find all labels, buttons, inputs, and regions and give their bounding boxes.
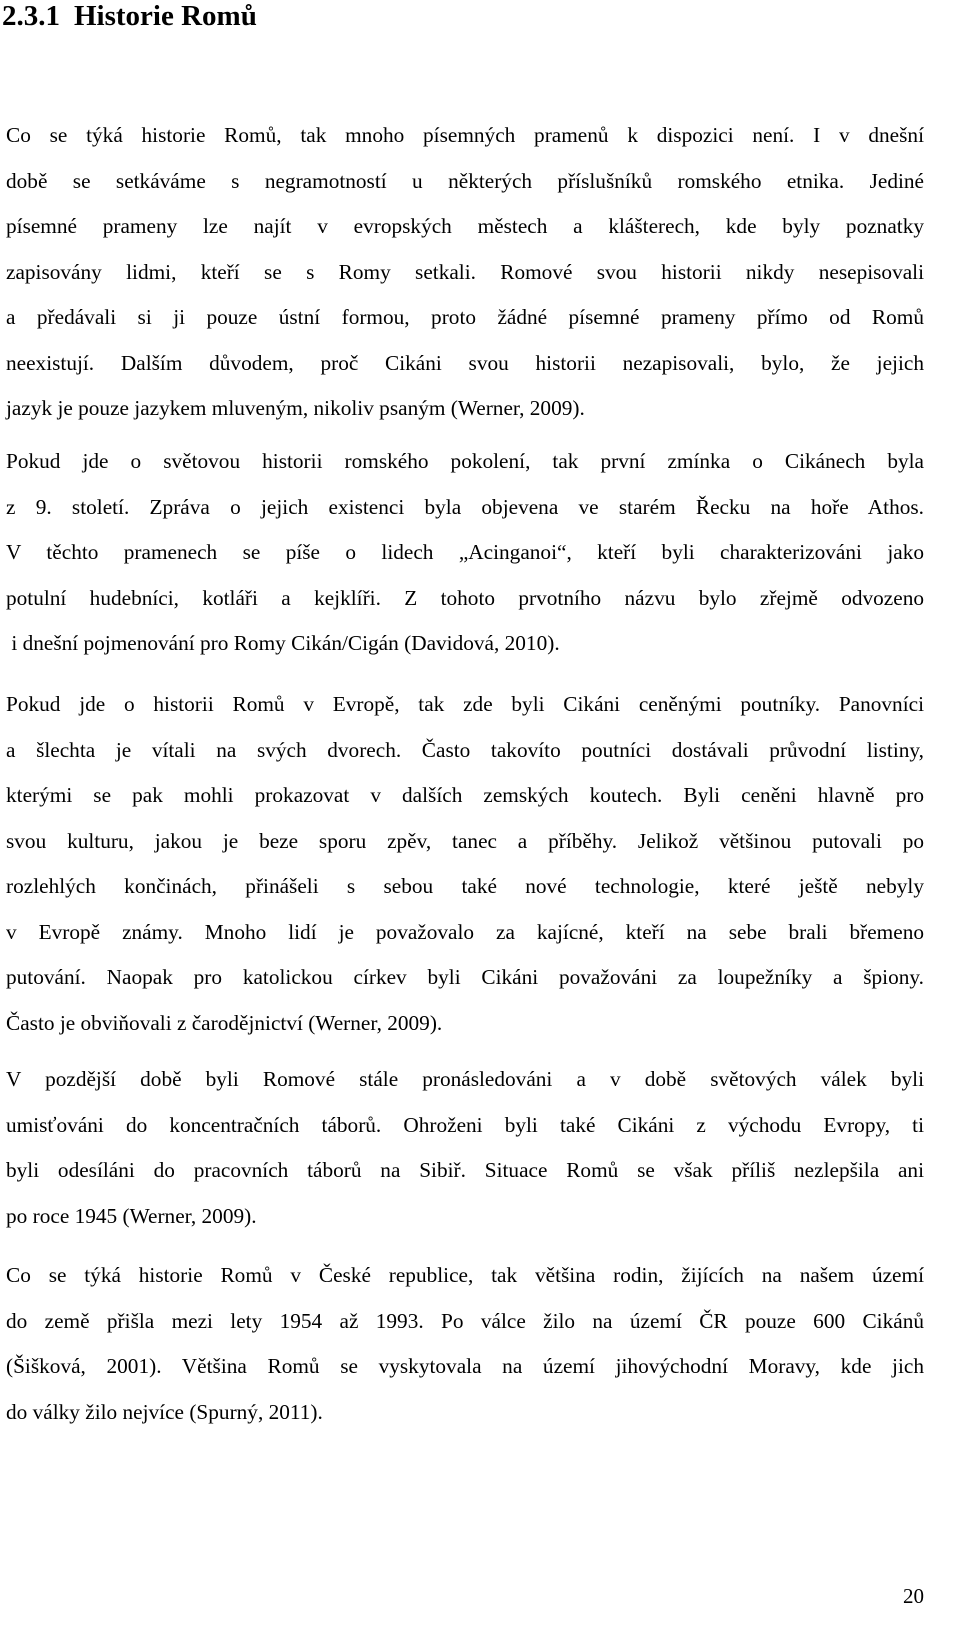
- paragraph-line: V těchto pramenech se píše o lidech „Acinganoi“, kteří byli charakterizováni jako: [6, 540, 924, 564]
- paragraph-line: a předávali si ji pouze ústní formou, proto žádné písemné prameny přímo od Romů: [6, 305, 924, 329]
- page-number: 20: [903, 1584, 924, 1608]
- paragraph-1: [6, 113, 924, 432]
- section-title: Historie Romů: [74, 0, 257, 32]
- paragraph-line: po roce 1945 (Werner, 2009).: [6, 1203, 257, 1228]
- paragraph-line: potulní hudebníci, kotláři a kejklíři. Z tohoto prvotního názvu bylo zřejmě odvozeno: [6, 585, 924, 610]
- paragraph-line: do země přišla mezi lety 1954 až 1993. Po válce žilo na území ČR pouze 600 Cikánů: [6, 1308, 924, 1333]
- paragraph-line: putování. Naopak pro katolickou církev byli Cikáni považováni za loupežníky a špiony.: [6, 965, 924, 989]
- paragraph-line: zapisovány lidmi, kteří se s Romy setkali. Romové svou historii nikdy nesepisovali: [6, 259, 924, 284]
- paragraph-line: rozlehlých končinách, přinášeli s sebou také nové technologie, které ještě nebyly: [6, 874, 924, 898]
- paragraph-line: a šlechta je vítali na svých dvorech. Často takovíto poutníci dostávali průvodní listiny,: [6, 737, 924, 762]
- paragraph-line: V pozdější době byli Romové stále pronásledováni a v době světových válek byli: [6, 1067, 924, 1091]
- paragraph-line: z 9. století. Zpráva o jejich existenci byla objevena ve starém Řecku na hoře Athos.: [6, 494, 924, 519]
- paragraph-line: neexistují. Dalším důvodem, proč Cikáni svou historii nezapisovali, bylo, že jejich: [6, 350, 924, 375]
- paragraph-line: době se setkáváme s negramotností u některých příslušníků romského etnika. Jediné: [6, 168, 924, 193]
- paragraph-line: Co se týká historie Romů v České republice, tak většina rodin, žijících na našem území: [6, 1263, 924, 1287]
- paragraph-line: Často je obviňovali z čarodějnictví (Werner, 2009).: [6, 1010, 443, 1035]
- paragraph-line: Pokud jde o historii Romů v Evropě, tak zde byli Cikáni ceněnými poutníky. Panovníci: [6, 692, 924, 716]
- paragraph-line: v Evropě známy. Mnoho lidí je považovalo za kajícné, kteří na sebe brali břemeno: [6, 919, 924, 944]
- paragraph-line: i dnešní pojmenování pro Romy Cikán/Cigán (Davidová, 2010).: [6, 631, 560, 655]
- section-heading: [2, 0, 257, 36]
- paragraph-4: [6, 1057, 924, 1239]
- paragraph-line: Pokud jde o světovou historii romského pokolení, tak první zmínka o Cikánech byla: [6, 449, 924, 473]
- paragraph-line: umisťováni do koncentračních táborů. Ohroženi byli také Cikáni z východu Evropy, ti: [6, 1112, 924, 1137]
- paragraph-5: [6, 1253, 924, 1435]
- paragraph-line: Co se týká historie Romů, tak mnoho písemných pramenů k dispozici není. I v dnešní: [6, 123, 924, 147]
- paragraph-line: jazyk je pouze jazykem mluveným, nikoliv psaným (Werner, 2009).: [6, 396, 585, 420]
- paragraph-3: [6, 682, 924, 1046]
- paragraph-line: do války žilo nejvíce (Spurný, 2011).: [6, 1399, 323, 1424]
- section-number: 2.3.1: [2, 0, 60, 32]
- paragraph-line: písemné prameny lze najít v evropských městech a klášterech, kde byly poznatky: [6, 214, 924, 238]
- paragraph-line: (Šišková, 2001). Většina Romů se vyskytovala na území jihovýchodní Moravy, kde jich: [6, 1354, 924, 1378]
- paragraph-line: svou kulturu, jakou je beze sporu zpěv, tanec a příběhy. Jelikož většinou putovali po: [6, 828, 924, 853]
- paragraph-2: [6, 439, 924, 667]
- paragraph-line: kterými se pak mohli prokazovat v dalších zemských koutech. Byli ceněni hlavně pro: [6, 783, 924, 807]
- paragraph-line: byli odesíláni do pracovních táborů na Sibiř. Situace Romů se však příliš nezlepšila ani: [6, 1158, 924, 1182]
